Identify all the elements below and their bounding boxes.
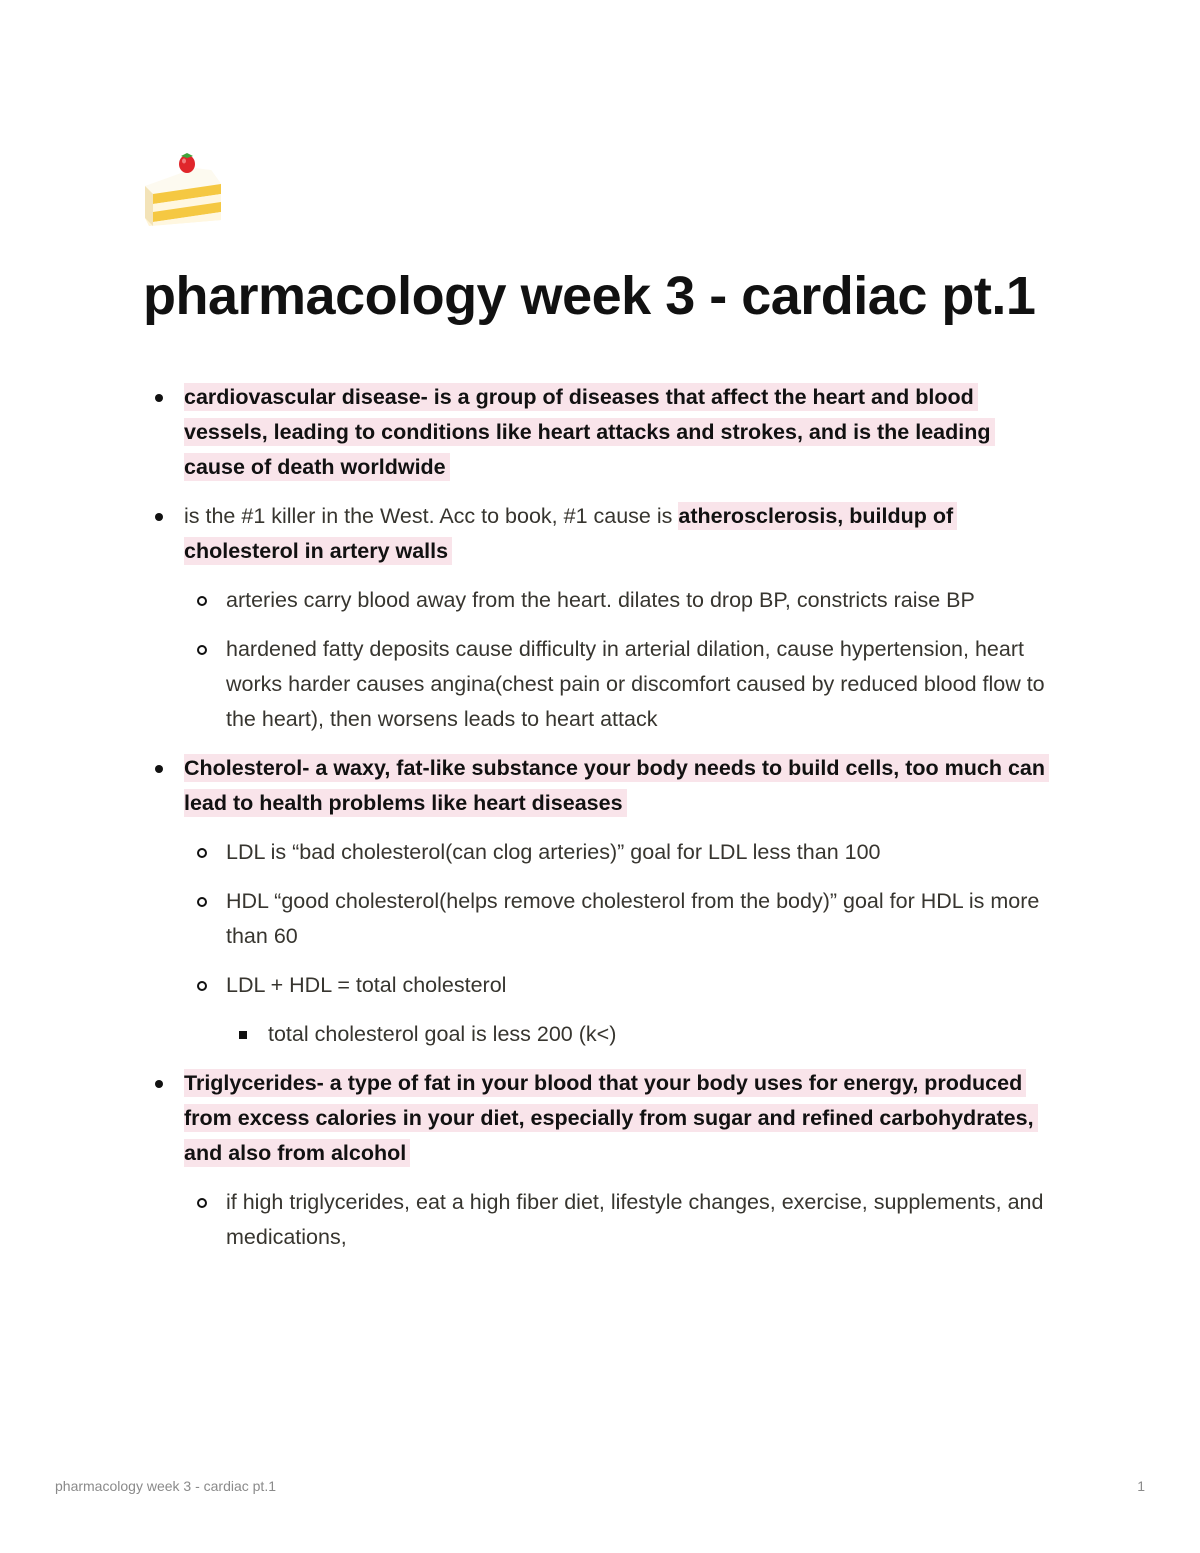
list-item [143, 499, 1053, 737]
sub-list-item: arteries carry blood away from the heart. dilates to drop BP, constricts raise BP [184, 583, 1053, 618]
sub-list-item-text: LDL + HDL = total cholesterol [226, 973, 507, 997]
page-title: pharmacology week 3 - cardiac pt.1 [143, 266, 1036, 326]
footer-title: pharmacology week 3 - cardiac pt.1 [55, 1478, 276, 1494]
nested-sub-list-item: total cholesterol goal is less 200 (k<) [226, 1017, 1053, 1052]
sub-list [184, 583, 1053, 737]
highlighted-text: Cholesterol- a waxy, fat-like substance your body needs to build cells, too much can lead to health problems like heart diseases [184, 754, 1049, 817]
sub-list [184, 1185, 1053, 1255]
list-item [143, 380, 1053, 485]
sub-list-item [184, 968, 1053, 1052]
cake-slice-icon [143, 150, 225, 230]
list-item [143, 1066, 1053, 1255]
sub-list-item: LDL is “bad cholesterol(can clog arteries)” goal for LDL less than 100 [184, 835, 1053, 870]
plain-text: is the #1 killer in the West. Acc to book, #1 cause is [184, 504, 679, 528]
sub-list-item: if high triglycerides, eat a high fiber diet, lifestyle changes, exercise, supplements, and medications, [184, 1185, 1053, 1255]
page-content [143, 150, 1053, 1269]
highlighted-text: Triglycerides- a type of fat in your blood that your body uses for energy, produced from excess calories in your diet, especially from sugar and refined carbohydrates, and also from alcohol [184, 1069, 1038, 1167]
sub-list [184, 835, 1053, 1052]
page-number: 1 [1137, 1478, 1145, 1494]
highlighted-text: atherosclerosis, buildup of cholesterol in artery walls [184, 502, 957, 565]
sub-list-item: hardened fatty deposits cause difficulty in arterial dilation, cause hypertension, heart works harder causes angina(chest pain or discomfort caused by reduced blood flow to the heart), then worsens leads to heart attack [184, 632, 1053, 737]
list-item [143, 751, 1053, 1052]
sub-list-item: HDL “good cholesterol(helps remove cholesterol from the body)” goal for HDL is more than 60 [184, 884, 1053, 954]
highlighted-text: cardiovascular disease- is a group of diseases that affect the heart and blood vessels, leading to conditions like heart attacks and strokes, and is the leading cause of death worldwide [184, 383, 995, 481]
nested-sub-list [226, 1017, 1053, 1052]
notes-list [143, 380, 1053, 1255]
